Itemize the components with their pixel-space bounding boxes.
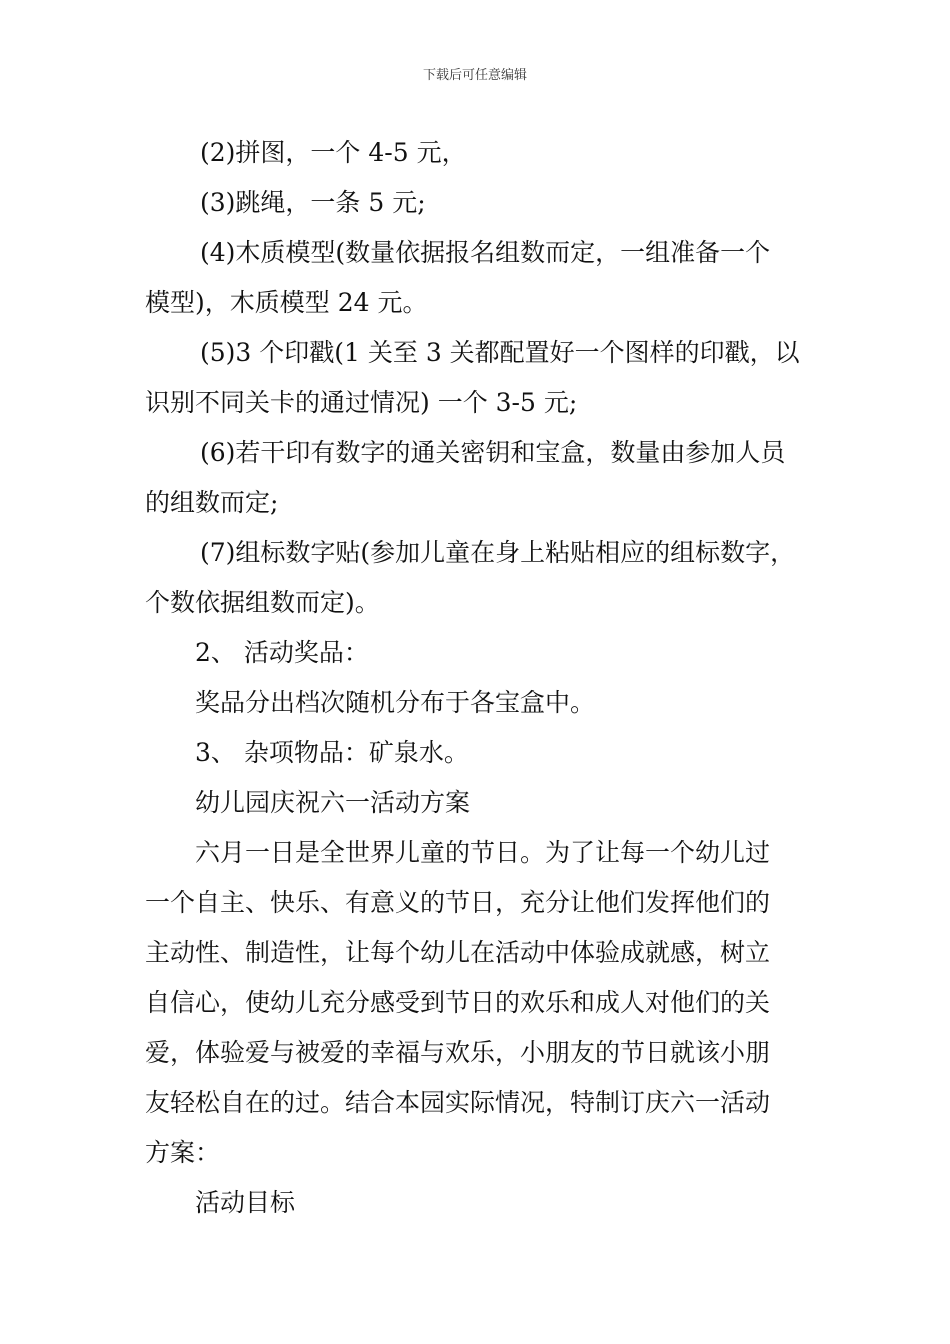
paragraph-line: (3)跳绳，一条 5 元; — [200, 188, 426, 217]
paragraph-line: (7)组标数字贴(参加儿童在身上粘贴相应的组标数字， — [200, 538, 796, 567]
page-header-note: 下载后可任意编辑 — [422, 68, 527, 83]
paragraph-line: 的组数而定; — [145, 488, 279, 517]
paragraph-line: (6)若干印有数字的通关密钥和宝盒，数量由参加人员 — [200, 438, 786, 467]
document-title: 幼儿园庆祝六一活动方案 — [195, 788, 471, 817]
section-heading: 2、 活动奖品： — [195, 638, 369, 667]
paragraph-line: 识别不同关卡的通过情况) 一个 3-5 元; — [145, 388, 578, 417]
section-heading: 3、 杂项物品：矿泉水。 — [195, 738, 469, 767]
paragraph-line: 主动性、制造性，让每个幼儿在活动中体验成就感，树立 — [145, 938, 771, 967]
paragraph-line: 模型)，木质模型 24 元。 — [145, 288, 428, 317]
paragraph-line: 友轻松自在的过。结合本园实际情况，特制订庆六一活动 — [145, 1088, 771, 1117]
document-body — [145, 128, 810, 1228]
paragraph-line: 一个自主、快乐、有意义的节日，充分让他们发挥他们的 — [145, 888, 771, 917]
paragraph-line: (2)拼图，一个 4-5 元， — [200, 138, 467, 167]
paragraph-line: 自信心，使幼儿充分感受到节日的欢乐和成人对他们的关 — [145, 988, 771, 1017]
section-heading: 活动目标 — [195, 1188, 296, 1217]
paragraph-line: 个数依据组数而定)。 — [145, 588, 380, 617]
paragraph-line: 六月一日是全世界儿童的节日。为了让每一个幼儿过 — [195, 838, 771, 867]
paragraph-line: (4)木质模型(数量依据报名组数而定，一组准备一个 — [200, 238, 771, 267]
paragraph-line: 爱，体验爱与被爱的幸福与欢乐，小朋友的节日就该小朋 — [145, 1038, 771, 1067]
paragraph-line: 方案： — [145, 1138, 221, 1167]
paragraph-line: (5)3 个印戳(1 关至 3 关都配置好一个图样的印戳，以 — [200, 338, 800, 367]
paragraph-line: 奖品分出档次随机分布于各宝盒中。 — [195, 688, 596, 717]
